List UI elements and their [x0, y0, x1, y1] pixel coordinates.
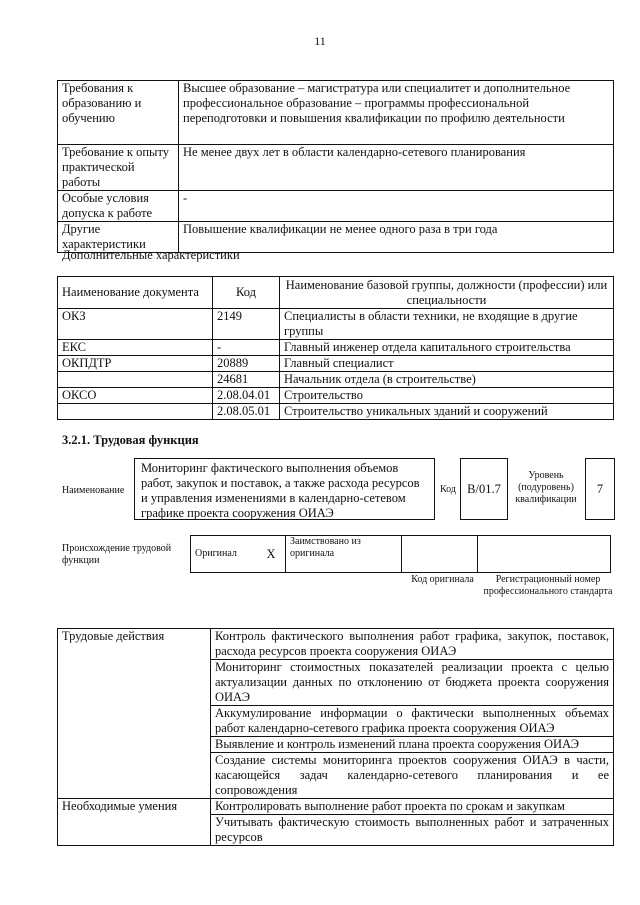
name-cell: Специалисты в области техники, не входящие в другие группы: [280, 309, 614, 340]
col-doc-header: Наименование документа: [58, 277, 213, 309]
requirement-label: Другие характеристики: [58, 222, 179, 253]
requirement-value: Повышение квалификации не менее одного раза в три года: [179, 222, 614, 253]
function-name-box: Мониторинг фактического выполнения объемов работ, закупок и поставок, а также расхода ресурсов и управления изменениями в календарно-сетевом графике проекта сооружения ОИАЭ: [134, 458, 435, 520]
name-cell: Строительство: [280, 388, 614, 404]
table-row: [58, 81, 614, 145]
doc-cell: [58, 372, 213, 388]
table-row: [58, 191, 614, 222]
table-row: [58, 799, 614, 815]
requirement-label: Требования к образованию и обучению: [58, 81, 179, 145]
code-cell: 2.08.05.01: [213, 404, 280, 420]
action-item: Создание системы мониторинга проектов сооружения ОИАЭ в части, касающейся задач календарно-сетевого планирования и ее сопровождения: [211, 753, 614, 799]
original-mark: X: [257, 536, 286, 573]
skill-item: Учитывать фактическую стоимость выполненных работ и затраченных ресурсов: [211, 815, 614, 846]
action-item: Аккумулирование информации о фактически выполненных объемах работ календарно-сетевого графика проекта сооружения ОИАЭ: [211, 706, 614, 737]
function-title: 3.2.1. Трудовая функция: [62, 433, 199, 447]
table-row: [58, 145, 614, 191]
requirements-table: [57, 80, 614, 253]
code-cell: -: [213, 340, 280, 356]
actions-label: Трудовые действия: [58, 629, 211, 799]
registration-number-cell: [478, 536, 611, 573]
col-name-header: Наименование базовой группы, должности (профессии) или специальности: [280, 277, 614, 309]
function-code-label: Код: [440, 484, 456, 495]
code-cell: 24681: [213, 372, 280, 388]
skill-item: Контролировать выполнение работ проекта по срокам и закупкам: [211, 799, 614, 815]
actions-table: [57, 628, 614, 846]
doc-cell: ОКСО: [58, 388, 213, 404]
origin-label: Происхождение трудовой функции: [62, 543, 172, 566]
table-header-row: [58, 277, 614, 309]
table-row: [191, 536, 611, 573]
code-cell: 2.08.04.01: [213, 388, 280, 404]
table-row: [58, 340, 614, 356]
doc-cell: ОКЗ: [58, 309, 213, 340]
original-label: Оригинал: [191, 536, 258, 573]
function-code-box: B/01.7: [460, 458, 508, 520]
requirement-value: Не менее двух лет в области календарно-сетевого планирования: [179, 145, 614, 191]
table-row: [58, 388, 614, 404]
requirement-value: -: [179, 191, 614, 222]
code-cell: 2149: [213, 309, 280, 340]
table-row: [58, 309, 614, 340]
doc-cell: ЕКС: [58, 340, 213, 356]
table-row: [58, 372, 614, 388]
additional-table: [57, 276, 614, 420]
code-cell: 20889: [213, 356, 280, 372]
action-item: Мониторинг стоимостных показателей реализации проекта с целью актуализации данных по отклонению от бюджета проекта сооружения ОИАЭ: [211, 660, 614, 706]
doc-cell: [58, 404, 213, 420]
requirement-value: Высшее образование – магистратура или специалитет и дополнительное профессиональное образование – программы профессиональной переподготовки и повышения квалификации по профилю деятельности: [179, 81, 614, 145]
requirement-label: Особые условия допуска к работе: [58, 191, 179, 222]
action-item: Выявление и контроль изменений плана проекта сооружения ОИАЭ: [211, 737, 614, 753]
additional-heading: Дополнительные характеристики: [62, 248, 240, 262]
table-row: [58, 404, 614, 420]
name-cell: Главный специалист: [280, 356, 614, 372]
name-cell: Начальник отдела (в строительстве): [280, 372, 614, 388]
col-code-header: Код: [213, 277, 280, 309]
qualification-level-box: 7: [585, 458, 615, 520]
original-code-label: Код оригинала: [411, 574, 474, 585]
original-code-cell: [402, 536, 478, 573]
function-name-label: Наименование: [62, 485, 125, 496]
requirement-label: Требование к опыту практической работы: [58, 145, 179, 191]
borrowed-label: Заимствовано из оригинала: [286, 536, 402, 573]
skills-label: Необходимые умения: [58, 799, 211, 846]
name-cell: Строительство уникальных зданий и сооружений: [280, 404, 614, 420]
doc-cell: ОКПДТР: [58, 356, 213, 372]
table-row: [58, 356, 614, 372]
name-cell: Главный инженер отдела капитального строительства: [280, 340, 614, 356]
origin-table: [190, 535, 611, 573]
table-row: [58, 629, 614, 660]
action-item: Контроль фактического выполнения работ графика, закупок, поставок, расхода ресурсов проекта сооружения ОИАЭ: [211, 629, 614, 660]
qualification-level-label: Уровень (подуровень) квалификации: [515, 470, 577, 505]
registration-number-label: Регистрационный номер профессионального стандарта: [483, 574, 613, 597]
page-number: 11: [314, 34, 326, 48]
